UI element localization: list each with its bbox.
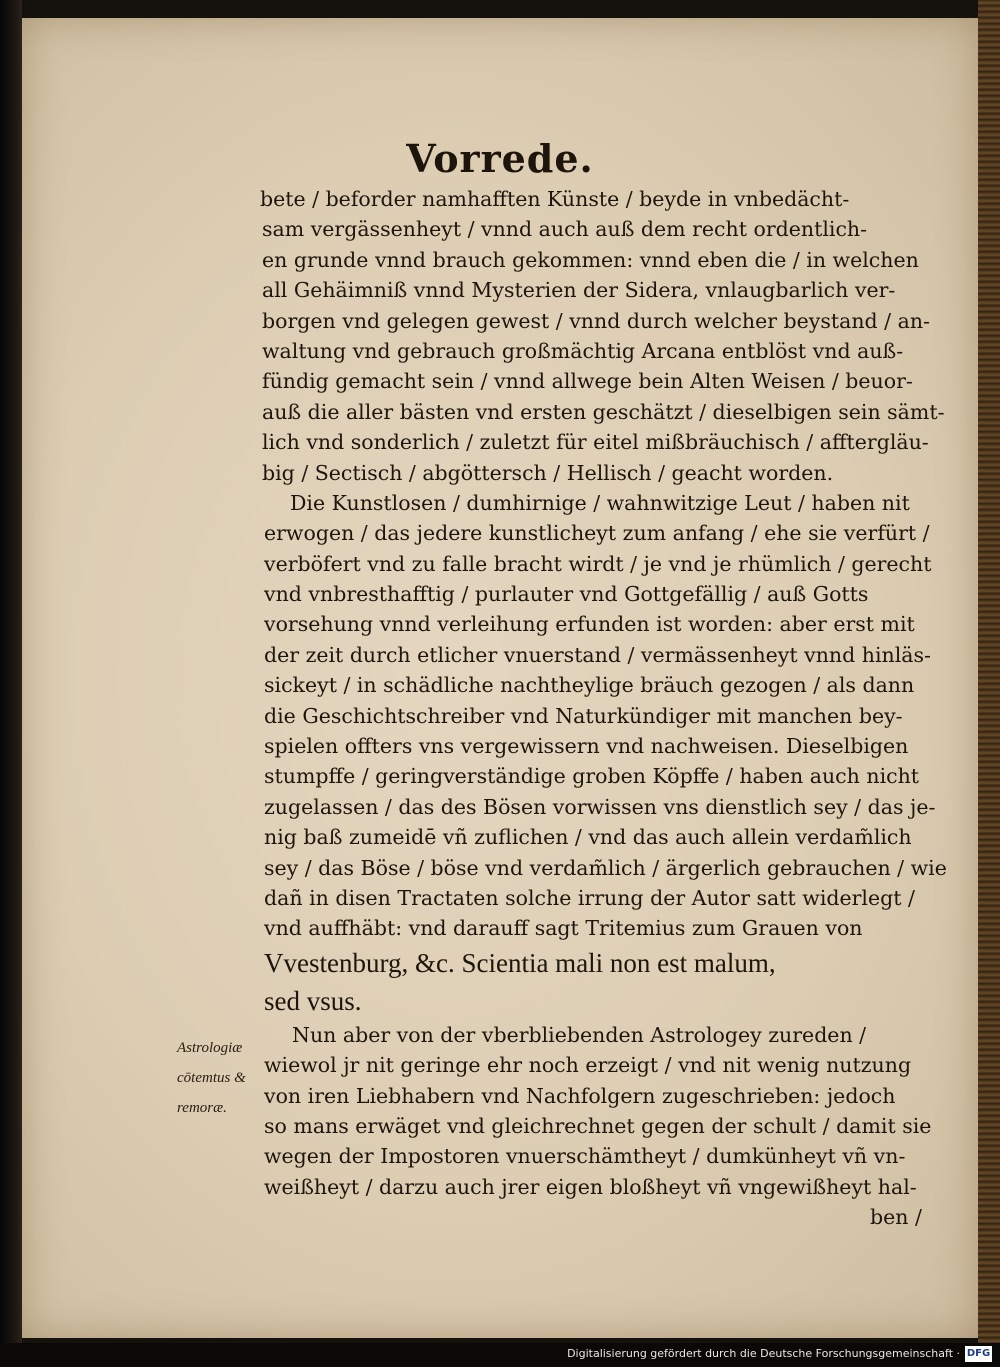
text-line: von iren Liebhabern vnd Nachfolgern zugeschrieben: jedoch	[264, 1083, 896, 1108]
text-line: big / Sectisch / abgöttersch / Hellisch / geacht worden.	[262, 460, 834, 485]
text-line: vnd vnbresthafftig / purlauter vnd Gottgefällig / auß Gotts	[264, 582, 869, 607]
latin-quote-line: sed vsus.	[264, 985, 362, 1016]
book-page	[22, 18, 978, 1338]
latin-quote-line: Vvestenburg, &c. Scientia mali non est malum,	[264, 947, 776, 978]
text-line: nig baß zumeidē vñ zuflichen / vnd das auch allein verdam̃lich	[264, 825, 912, 850]
marginal-note-line: Astrologiæ	[177, 1040, 243, 1056]
text-line: en grunde vnnd brauch gekommen: vnnd eben die / in welchen	[262, 247, 919, 272]
text-line: spielen offters vns vergewissern vnd nachweisen. Dieselbigen	[264, 734, 909, 759]
text-line: lich vnd sonderlich / zuletzt für eitel mißbräuchisch / afftergläu-	[262, 430, 929, 455]
text-line: der zeit durch etlicher vnuerstand / vermässenheyt vnnd hinläs-	[264, 642, 931, 667]
text-line: Nun aber von der vberbliebenden Astrologey zureden /	[292, 1022, 867, 1047]
text-line: verböfert vnd zu falle bracht wirdt / je vnd je rhümlich / gerecht	[264, 551, 932, 576]
text-line: dañ in disen Tractaten solche irrung der Autor satt widerlegt /	[264, 885, 915, 910]
text-line: all Gehäimniß vnnd Mysterien der Sidera, vnlaugbarlich ver-	[262, 278, 896, 303]
book-binding-edge	[0, 0, 22, 1343]
text-line: waltung vnd gebrauch großmächtig Arcana entblöst vnd auß-	[262, 338, 904, 363]
text-line: weißheyt / darzu auch jrer eigen bloßheyt vñ vngewißheyt hal-	[264, 1174, 917, 1199]
text-line: bete / beforder namhafften Künste / beyde in vnbedächt-	[260, 187, 850, 211]
footer-bar	[0, 1343, 1000, 1367]
text-line: stumpffe / geringverständige groben Köpffe / haben auch nicht	[264, 764, 920, 789]
text-line: fündig gemacht sein / vnnd allwege bein Alten Weisen / beuor-	[262, 369, 913, 394]
main-text	[250, 184, 947, 1233]
text-line: borgen vnd gelegen gewest / vnnd durch welcher beystand / an-	[262, 308, 930, 333]
text-line: die Geschichtschreiber vnd Naturkündiger mit manchen bey-	[264, 703, 903, 728]
page-header: Vorrede.	[406, 136, 594, 181]
marginal-note-line: remoræ.	[177, 1100, 227, 1116]
text-line: auß die aller bästen vnd ersten geschätzt / dieselbigen sein sämt-	[262, 399, 945, 424]
text-line: vorsehung vnnd verleihung erfunden ist worden: aber erst mit	[264, 612, 915, 637]
marginal-note-line: cōtemtus &	[177, 1070, 246, 1086]
text-line: wiewol jr nit geringe ehr noch erzeigt / vnd nit wenig nutzung	[264, 1053, 912, 1078]
text-line: sickeyt / in schädliche nachtheylige bräuch gezogen / als dann	[264, 673, 915, 698]
text-line: sey / das Böse / böse vnd verdam̃lich / ärgerlich gebrauchen / wie	[264, 855, 947, 880]
text-line: ben /	[870, 1205, 922, 1230]
text-line: vnd auffhäbt: vnd darauff sagt Tritemius zum Grauen von	[264, 916, 863, 941]
text-line: Die Kunstlosen / dumhirnige / wahnwitzige Leut / haben nit	[290, 490, 910, 515]
text-line: zugelassen / das des Bösen vorwissen vns dienstlich sey / das je-	[264, 794, 936, 819]
text-line: erwogen / das jedere kunstlicheyt zum anfang / ehe sie verfürt /	[264, 521, 930, 546]
page-stack-edge	[978, 0, 1000, 1343]
text-line: wegen der Impostoren vnuerschämtheyt / dumkünheyt vñ vn-	[264, 1144, 906, 1169]
marginal-note	[177, 1033, 287, 1123]
text-line: so mans erwäget vnd gleichrechnet gegen der schult / damit sie	[264, 1113, 932, 1138]
dfg-logo: DFG	[965, 1346, 992, 1362]
funding-notice: Digitalisierung gefördert durch die Deutsche Forschungsgemeinschaft ·	[567, 1347, 960, 1360]
text-line: sam vergässenheyt / vnnd auch auß dem recht ordentlich-	[262, 217, 868, 242]
